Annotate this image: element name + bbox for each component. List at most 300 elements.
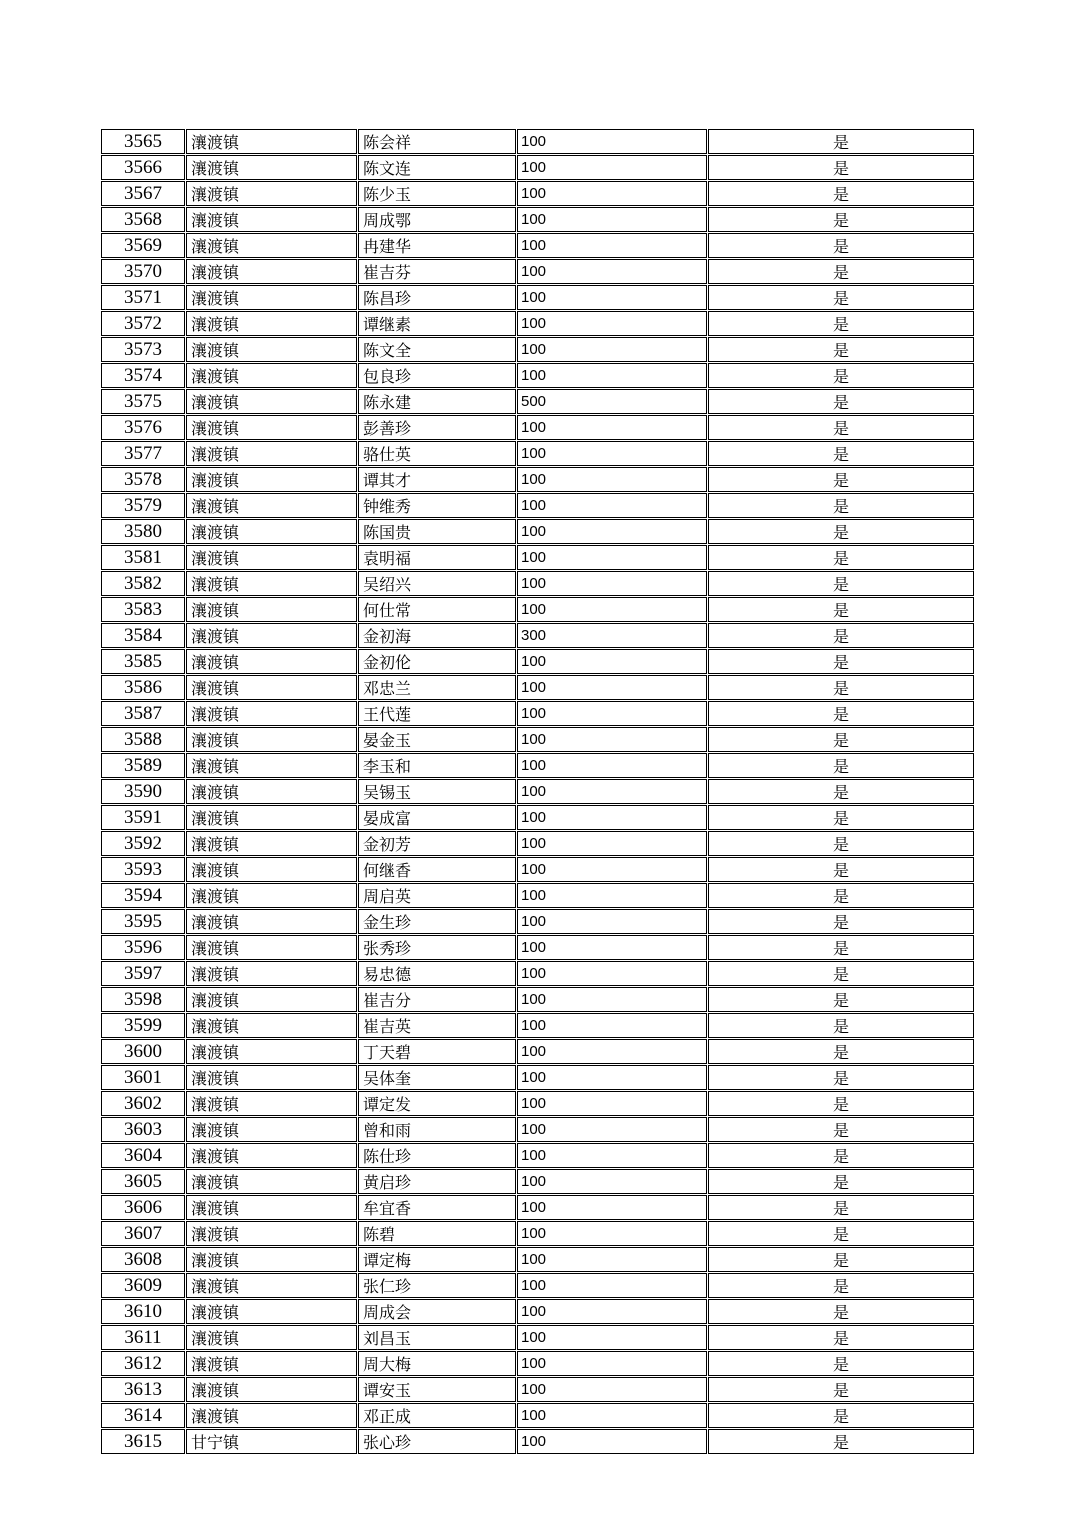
table-row <box>101 155 974 180</box>
person-name-cell: 谭安玉 <box>358 1377 516 1402</box>
person-name-cell: 周成会 <box>358 1299 516 1324</box>
confirmed-cell: 是 <box>708 935 974 960</box>
row-index-cell: 3604 <box>101 1143 185 1168</box>
person-name-cell: 陈碧 <box>358 1221 516 1246</box>
row-index-cell: 3572 <box>101 311 185 336</box>
town-cell: 瀼渡镇 <box>186 545 357 570</box>
row-index-cell: 3601 <box>101 1065 185 1090</box>
person-name-cell: 谭继素 <box>358 311 516 336</box>
row-index-cell: 3574 <box>101 363 185 388</box>
row-index-cell: 3605 <box>101 1169 185 1194</box>
row-index-cell: 3575 <box>101 389 185 414</box>
person-name-cell: 晏金玉 <box>358 727 516 752</box>
person-name-cell: 陈昌珍 <box>358 285 516 310</box>
amount-cell: 100 <box>517 649 707 674</box>
row-index-cell: 3609 <box>101 1273 185 1298</box>
person-name-cell: 丁天碧 <box>358 1039 516 1064</box>
row-index-cell: 3582 <box>101 571 185 596</box>
amount-cell: 100 <box>517 857 707 882</box>
confirmed-cell: 是 <box>708 805 974 830</box>
confirmed-cell: 是 <box>708 1429 974 1454</box>
person-name-cell: 金初伦 <box>358 649 516 674</box>
row-index-cell: 3569 <box>101 233 185 258</box>
row-index-cell: 3578 <box>101 467 185 492</box>
confirmed-cell: 是 <box>708 545 974 570</box>
confirmed-cell: 是 <box>708 415 974 440</box>
confirmed-cell: 是 <box>708 1351 974 1376</box>
person-name-cell: 谭定发 <box>358 1091 516 1116</box>
row-index-cell: 3570 <box>101 259 185 284</box>
town-cell: 瀼渡镇 <box>186 1247 357 1272</box>
person-name-cell: 金初芳 <box>358 831 516 856</box>
person-name-cell: 陈文连 <box>358 155 516 180</box>
beneficiary-table <box>100 128 975 1455</box>
confirmed-cell: 是 <box>708 1143 974 1168</box>
confirmed-cell: 是 <box>708 1377 974 1402</box>
row-index-cell: 3598 <box>101 987 185 1012</box>
town-cell: 瀼渡镇 <box>186 207 357 232</box>
person-name-cell: 金初海 <box>358 623 516 648</box>
town-cell: 瀼渡镇 <box>186 883 357 908</box>
confirmed-cell: 是 <box>708 1039 974 1064</box>
amount-cell: 100 <box>517 1273 707 1298</box>
person-name-cell: 黄启珍 <box>358 1169 516 1194</box>
amount-cell: 100 <box>517 987 707 1012</box>
town-cell: 瀼渡镇 <box>186 1091 357 1116</box>
confirmed-cell: 是 <box>708 467 974 492</box>
table-row <box>101 1429 974 1454</box>
table-row <box>101 1377 974 1402</box>
amount-cell: 100 <box>517 181 707 206</box>
table-row <box>101 1351 974 1376</box>
person-name-cell: 崔吉英 <box>358 1013 516 1038</box>
amount-cell: 100 <box>517 1221 707 1246</box>
amount-cell: 100 <box>517 259 707 284</box>
table-body <box>101 129 974 1454</box>
person-name-cell: 骆仕英 <box>358 441 516 466</box>
town-cell: 瀼渡镇 <box>186 1403 357 1428</box>
amount-cell: 100 <box>517 753 707 778</box>
row-index-cell: 3602 <box>101 1091 185 1116</box>
town-cell: 瀼渡镇 <box>186 181 357 206</box>
table-row <box>101 1013 974 1038</box>
amount-cell: 100 <box>517 1429 707 1454</box>
person-name-cell: 袁明福 <box>358 545 516 570</box>
row-index-cell: 3600 <box>101 1039 185 1064</box>
table-row <box>101 1221 974 1246</box>
amount-cell: 100 <box>517 493 707 518</box>
table-row <box>101 311 974 336</box>
table-row <box>101 285 974 310</box>
confirmed-cell: 是 <box>708 831 974 856</box>
table-row <box>101 1091 974 1116</box>
confirmed-cell: 是 <box>708 363 974 388</box>
row-index-cell: 3585 <box>101 649 185 674</box>
amount-cell: 100 <box>517 1039 707 1064</box>
town-cell: 瀼渡镇 <box>186 337 357 362</box>
confirmed-cell: 是 <box>708 779 974 804</box>
amount-cell: 100 <box>517 285 707 310</box>
person-name-cell: 陈会祥 <box>358 129 516 154</box>
town-cell: 瀼渡镇 <box>186 649 357 674</box>
town-cell: 瀼渡镇 <box>186 389 357 414</box>
row-index-cell: 3566 <box>101 155 185 180</box>
town-cell: 瀼渡镇 <box>186 259 357 284</box>
person-name-cell: 刘昌玉 <box>358 1325 516 1350</box>
person-name-cell: 何继香 <box>358 857 516 882</box>
amount-cell: 100 <box>517 363 707 388</box>
town-cell: 瀼渡镇 <box>186 571 357 596</box>
amount-cell: 100 <box>517 935 707 960</box>
table-row <box>101 701 974 726</box>
town-cell: 瀼渡镇 <box>186 155 357 180</box>
row-index-cell: 3568 <box>101 207 185 232</box>
confirmed-cell: 是 <box>708 727 974 752</box>
person-name-cell: 崔吉芬 <box>358 259 516 284</box>
person-name-cell: 陈少玉 <box>358 181 516 206</box>
town-cell: 瀼渡镇 <box>186 1299 357 1324</box>
table-row <box>101 259 974 284</box>
row-index-cell: 3593 <box>101 857 185 882</box>
amount-cell: 100 <box>517 1065 707 1090</box>
town-cell: 瀼渡镇 <box>186 363 357 388</box>
row-index-cell: 3583 <box>101 597 185 622</box>
person-name-cell: 张仁珍 <box>358 1273 516 1298</box>
town-cell: 瀼渡镇 <box>186 1377 357 1402</box>
row-index-cell: 3595 <box>101 909 185 934</box>
person-name-cell: 陈仕珍 <box>358 1143 516 1168</box>
town-cell: 瀼渡镇 <box>186 935 357 960</box>
confirmed-cell: 是 <box>708 389 974 414</box>
row-index-cell: 3596 <box>101 935 185 960</box>
amount-cell: 100 <box>517 961 707 986</box>
row-index-cell: 3565 <box>101 129 185 154</box>
table-row <box>101 519 974 544</box>
row-index-cell: 3612 <box>101 1351 185 1376</box>
row-index-cell: 3594 <box>101 883 185 908</box>
confirmed-cell: 是 <box>708 207 974 232</box>
row-index-cell: 3614 <box>101 1403 185 1428</box>
town-cell: 瀼渡镇 <box>186 623 357 648</box>
person-name-cell: 吴锡玉 <box>358 779 516 804</box>
table-row <box>101 1325 974 1350</box>
confirmed-cell: 是 <box>708 1169 974 1194</box>
confirmed-cell: 是 <box>708 155 974 180</box>
town-cell: 瀼渡镇 <box>186 519 357 544</box>
town-cell: 瀼渡镇 <box>186 675 357 700</box>
table-row <box>101 233 974 258</box>
town-cell: 瀼渡镇 <box>186 831 357 856</box>
confirmed-cell: 是 <box>708 337 974 362</box>
row-index-cell: 3597 <box>101 961 185 986</box>
amount-cell: 100 <box>517 207 707 232</box>
row-index-cell: 3573 <box>101 337 185 362</box>
confirmed-cell: 是 <box>708 1195 974 1220</box>
table-row <box>101 493 974 518</box>
confirmed-cell: 是 <box>708 883 974 908</box>
town-cell: 瀼渡镇 <box>186 1351 357 1376</box>
confirmed-cell: 是 <box>708 571 974 596</box>
amount-cell: 100 <box>517 1117 707 1142</box>
town-cell: 瀼渡镇 <box>186 597 357 622</box>
person-name-cell: 何仕常 <box>358 597 516 622</box>
confirmed-cell: 是 <box>708 961 974 986</box>
row-index-cell: 3576 <box>101 415 185 440</box>
confirmed-cell: 是 <box>708 1325 974 1350</box>
row-index-cell: 3584 <box>101 623 185 648</box>
amount-cell: 100 <box>517 1195 707 1220</box>
amount-cell: 100 <box>517 155 707 180</box>
row-index-cell: 3587 <box>101 701 185 726</box>
person-name-cell: 张秀珍 <box>358 935 516 960</box>
row-index-cell: 3615 <box>101 1429 185 1454</box>
row-index-cell: 3610 <box>101 1299 185 1324</box>
town-cell: 瀼渡镇 <box>186 415 357 440</box>
amount-cell: 100 <box>517 1169 707 1194</box>
table-row <box>101 753 974 778</box>
person-name-cell: 曾和雨 <box>358 1117 516 1142</box>
row-index-cell: 3613 <box>101 1377 185 1402</box>
amount-cell: 100 <box>517 805 707 830</box>
person-name-cell: 吴绍兴 <box>358 571 516 596</box>
table-row <box>101 1065 974 1090</box>
person-name-cell: 王代莲 <box>358 701 516 726</box>
town-cell: 瀼渡镇 <box>186 233 357 258</box>
row-index-cell: 3567 <box>101 181 185 206</box>
table-row <box>101 727 974 752</box>
amount-cell: 100 <box>517 779 707 804</box>
town-cell: 瀼渡镇 <box>186 493 357 518</box>
town-cell: 瀼渡镇 <box>186 1065 357 1090</box>
confirmed-cell: 是 <box>708 987 974 1012</box>
town-cell: 瀼渡镇 <box>186 779 357 804</box>
confirmed-cell: 是 <box>708 909 974 934</box>
table-row <box>101 207 974 232</box>
town-cell: 瀼渡镇 <box>186 1039 357 1064</box>
confirmed-cell: 是 <box>708 1013 974 1038</box>
row-index-cell: 3607 <box>101 1221 185 1246</box>
town-cell: 瀼渡镇 <box>186 909 357 934</box>
town-cell: 瀼渡镇 <box>186 285 357 310</box>
table-row <box>101 831 974 856</box>
table-row <box>101 1143 974 1168</box>
row-index-cell: 3591 <box>101 805 185 830</box>
person-name-cell: 谭定梅 <box>358 1247 516 1272</box>
town-cell: 瀼渡镇 <box>186 961 357 986</box>
amount-cell: 100 <box>517 467 707 492</box>
table-row <box>101 1117 974 1142</box>
row-index-cell: 3603 <box>101 1117 185 1142</box>
table-row <box>101 129 974 154</box>
person-name-cell: 钟维秀 <box>358 493 516 518</box>
row-index-cell: 3577 <box>101 441 185 466</box>
person-name-cell: 金生珍 <box>358 909 516 934</box>
confirmed-cell: 是 <box>708 1403 974 1428</box>
confirmed-cell: 是 <box>708 675 974 700</box>
amount-cell: 100 <box>517 441 707 466</box>
table-row <box>101 363 974 388</box>
amount-cell: 100 <box>517 1377 707 1402</box>
table-row <box>101 649 974 674</box>
table-row <box>101 935 974 960</box>
amount-cell: 100 <box>517 129 707 154</box>
town-cell: 瀼渡镇 <box>186 467 357 492</box>
confirmed-cell: 是 <box>708 753 974 778</box>
row-index-cell: 3586 <box>101 675 185 700</box>
person-name-cell: 陈永建 <box>358 389 516 414</box>
confirmed-cell: 是 <box>708 493 974 518</box>
confirmed-cell: 是 <box>708 311 974 336</box>
table-row <box>101 467 974 492</box>
confirmed-cell: 是 <box>708 1091 974 1116</box>
row-index-cell: 3606 <box>101 1195 185 1220</box>
confirmed-cell: 是 <box>708 285 974 310</box>
table-row <box>101 1273 974 1298</box>
table-row <box>101 857 974 882</box>
table-row <box>101 779 974 804</box>
town-cell: 瀼渡镇 <box>186 857 357 882</box>
person-name-cell: 邓忠兰 <box>358 675 516 700</box>
table-row <box>101 337 974 362</box>
amount-cell: 100 <box>517 1299 707 1324</box>
town-cell: 甘宁镇 <box>186 1429 357 1454</box>
row-index-cell: 3611 <box>101 1325 185 1350</box>
table-row <box>101 597 974 622</box>
confirmed-cell: 是 <box>708 233 974 258</box>
table-row <box>101 181 974 206</box>
amount-cell: 100 <box>517 831 707 856</box>
person-name-cell: 陈国贵 <box>358 519 516 544</box>
amount-cell: 100 <box>517 1351 707 1376</box>
town-cell: 瀼渡镇 <box>186 1325 357 1350</box>
table-row <box>101 1039 974 1064</box>
confirmed-cell: 是 <box>708 1299 974 1324</box>
table-row <box>101 909 974 934</box>
amount-cell: 100 <box>517 311 707 336</box>
person-name-cell: 彭善珍 <box>358 415 516 440</box>
row-index-cell: 3579 <box>101 493 185 518</box>
amount-cell: 100 <box>517 233 707 258</box>
person-name-cell: 冉建华 <box>358 233 516 258</box>
amount-cell: 300 <box>517 623 707 648</box>
confirmed-cell: 是 <box>708 857 974 882</box>
table-row <box>101 805 974 830</box>
table-row <box>101 675 974 700</box>
amount-cell: 100 <box>517 701 707 726</box>
table-row <box>101 961 974 986</box>
row-index-cell: 3581 <box>101 545 185 570</box>
town-cell: 瀼渡镇 <box>186 1169 357 1194</box>
row-index-cell: 3580 <box>101 519 185 544</box>
town-cell: 瀼渡镇 <box>186 727 357 752</box>
table-row <box>101 389 974 414</box>
person-name-cell: 晏成富 <box>358 805 516 830</box>
person-name-cell: 李玉和 <box>358 753 516 778</box>
town-cell: 瀼渡镇 <box>186 753 357 778</box>
town-cell: 瀼渡镇 <box>186 311 357 336</box>
amount-cell: 100 <box>517 909 707 934</box>
amount-cell: 100 <box>517 1013 707 1038</box>
row-index-cell: 3592 <box>101 831 185 856</box>
amount-cell: 100 <box>517 1247 707 1272</box>
town-cell: 瀼渡镇 <box>186 1117 357 1142</box>
table-row <box>101 415 974 440</box>
amount-cell: 100 <box>517 1403 707 1428</box>
town-cell: 瀼渡镇 <box>186 987 357 1012</box>
person-name-cell: 陈文全 <box>358 337 516 362</box>
town-cell: 瀼渡镇 <box>186 1013 357 1038</box>
table-row <box>101 1169 974 1194</box>
confirmed-cell: 是 <box>708 181 974 206</box>
confirmed-cell: 是 <box>708 649 974 674</box>
amount-cell: 100 <box>517 519 707 544</box>
amount-cell: 100 <box>517 597 707 622</box>
confirmed-cell: 是 <box>708 597 974 622</box>
person-name-cell: 易忠德 <box>358 961 516 986</box>
amount-cell: 100 <box>517 571 707 596</box>
table-row <box>101 545 974 570</box>
amount-cell: 100 <box>517 415 707 440</box>
town-cell: 瀼渡镇 <box>186 1195 357 1220</box>
person-name-cell: 吴体奎 <box>358 1065 516 1090</box>
confirmed-cell: 是 <box>708 441 974 466</box>
row-index-cell: 3590 <box>101 779 185 804</box>
town-cell: 瀼渡镇 <box>186 129 357 154</box>
table-row <box>101 1403 974 1428</box>
confirmed-cell: 是 <box>708 1221 974 1246</box>
confirmed-cell: 是 <box>708 1065 974 1090</box>
amount-cell: 100 <box>517 675 707 700</box>
town-cell: 瀼渡镇 <box>186 441 357 466</box>
confirmed-cell: 是 <box>708 129 974 154</box>
row-index-cell: 3608 <box>101 1247 185 1272</box>
amount-cell: 100 <box>517 883 707 908</box>
row-index-cell: 3571 <box>101 285 185 310</box>
town-cell: 瀼渡镇 <box>186 1143 357 1168</box>
amount-cell: 100 <box>517 1325 707 1350</box>
person-name-cell: 牟宜香 <box>358 1195 516 1220</box>
town-cell: 瀼渡镇 <box>186 701 357 726</box>
confirmed-cell: 是 <box>708 701 974 726</box>
person-name-cell: 包良珍 <box>358 363 516 388</box>
table-row <box>101 571 974 596</box>
amount-cell: 500 <box>517 389 707 414</box>
town-cell: 瀼渡镇 <box>186 805 357 830</box>
table-row <box>101 441 974 466</box>
person-name-cell: 周大梅 <box>358 1351 516 1376</box>
person-name-cell: 崔吉分 <box>358 987 516 1012</box>
person-name-cell: 张心珍 <box>358 1429 516 1454</box>
row-index-cell: 3589 <box>101 753 185 778</box>
confirmed-cell: 是 <box>708 1247 974 1272</box>
table-row <box>101 883 974 908</box>
amount-cell: 100 <box>517 727 707 752</box>
amount-cell: 100 <box>517 337 707 362</box>
table-row <box>101 1247 974 1272</box>
person-name-cell: 周成鄂 <box>358 207 516 232</box>
table-row <box>101 623 974 648</box>
row-index-cell: 3588 <box>101 727 185 752</box>
table-row <box>101 1299 974 1324</box>
table-row <box>101 1195 974 1220</box>
confirmed-cell: 是 <box>708 1273 974 1298</box>
amount-cell: 100 <box>517 1143 707 1168</box>
amount-cell: 100 <box>517 1091 707 1116</box>
row-index-cell: 3599 <box>101 1013 185 1038</box>
table-row <box>101 987 974 1012</box>
confirmed-cell: 是 <box>708 623 974 648</box>
confirmed-cell: 是 <box>708 259 974 284</box>
